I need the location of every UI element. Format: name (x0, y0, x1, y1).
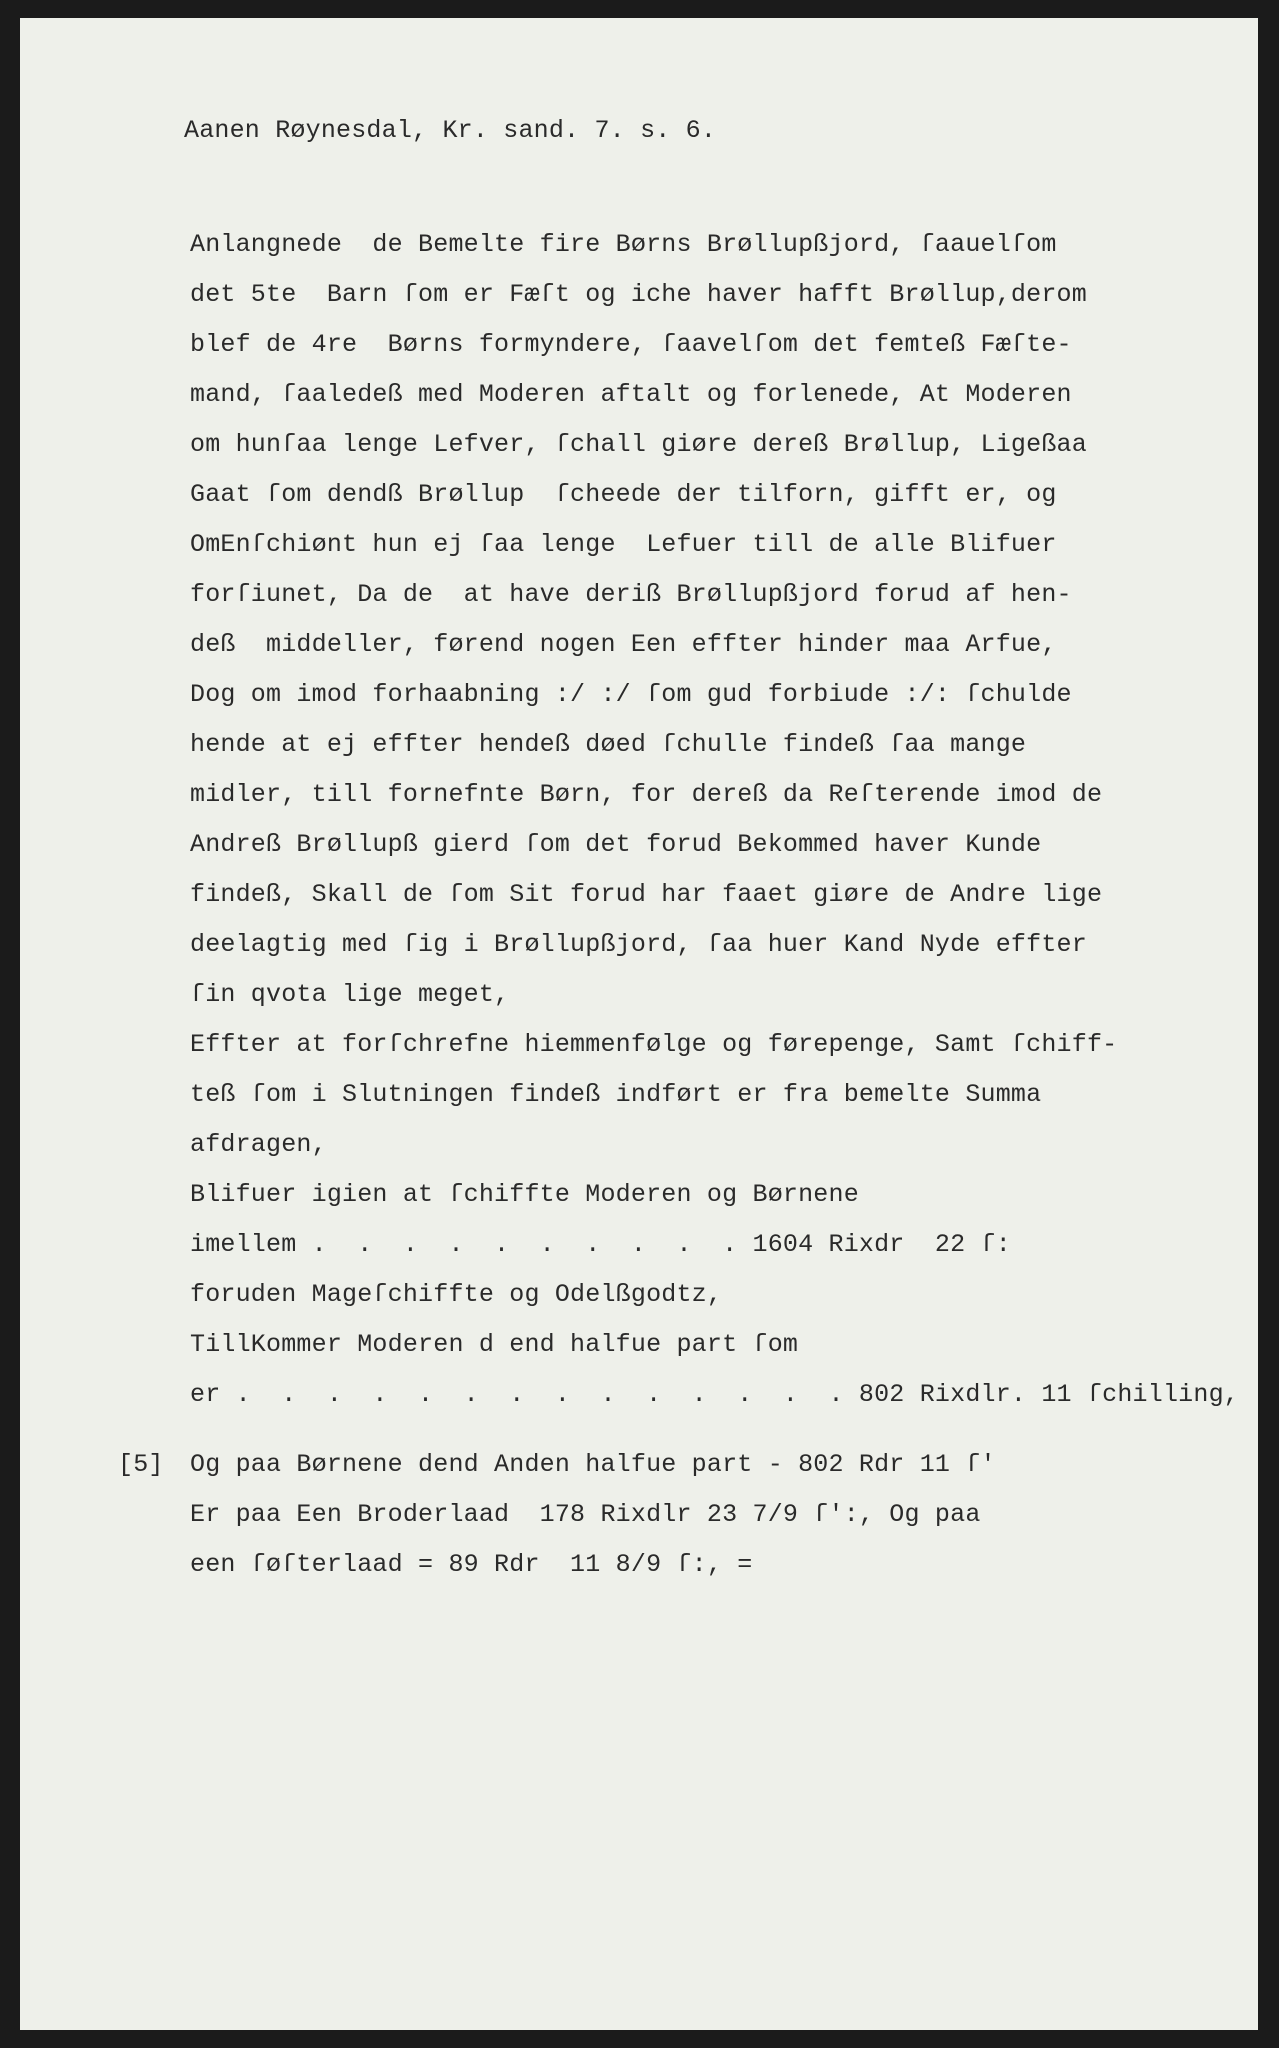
text-line: Dog om imod forhaabning :/ :/ ſom gud forbiude :/: ſchulde (190, 680, 1072, 709)
text-line: deß middeller, førend nogen Een effter hinder maa Arfue, (190, 630, 1057, 659)
text-line: hende at ej effter hendeß døed ſchulle findeß ſaa mange (190, 730, 1027, 759)
text-line: Blifuer igien at ſchiffte Moderen og Børnene (190, 1180, 859, 1209)
text-line: om hunſaa lenge Lefver, ſchall giøre dereß Brøllup, Ligeßaa (190, 430, 1087, 459)
text-line: foruden Mageſchiffte og Odelßgodtz, (190, 1280, 723, 1309)
text-line: det 5te Barn ſom er Fæſt og iche haver hafft Brøllup,derom (190, 280, 1087, 309)
text-line: Og paa Børnene dend Anden halfue part - 802 Rdr 11 ſ' (190, 1450, 996, 1479)
margin-note: [5] (118, 1450, 164, 1479)
text-line: blef de 4re Børns formyndere, ſaavelſom det femteß Fæſte- (190, 330, 1072, 359)
text-line: mand, ſaaledeß med Moderen aftalt og forlenede, At Moderen (190, 380, 1072, 409)
text-line: Andreß Brøllupß gierd ſom det forud Bekommed haver Kunde (190, 830, 1042, 859)
text-line: Effter at forſchrefne hiemmenfølge og førepenge, Samt ſchiff- (190, 1030, 1118, 1059)
text-line: ſin qvota lige meget, (190, 980, 510, 1009)
document-heading: Aanen Røynesdal, Kr. sand. 7. s. 6. (184, 116, 717, 145)
text-line: forſiunet, Da de at have deriß Brøllupßjord forud af hen- (190, 580, 1072, 609)
text-line: teß ſom i Slutningen findeß indført er fra bemelte Summa (190, 1080, 1042, 1109)
document-page (20, 18, 1258, 2030)
text-line: afdragen, (190, 1130, 327, 1159)
text-line: Anlangnede de Bemelte fire Børns Brøllupßjord, ſaauelſom (190, 230, 1057, 259)
text-line: imellem . . . . . . . . . . 1604 Rixdr 22 ſ: (190, 1230, 1011, 1259)
text-line: er . . . . . . . . . . . . . . 802 Rixdlr. 11 ſchilling, (190, 1380, 1239, 1409)
text-line: midler, till fornefnte Børn, for dereß da Reſterende imod de (190, 780, 1103, 809)
text-line: Gaat ſom dendß Brøllup ſcheede der tilforn, gifft er, og (190, 480, 1057, 509)
text-line: deelagtig med ſig i Brøllupßjord, ſaa huer Kand Nyde effter (190, 930, 1087, 959)
text-line: OmEnſchiønt hun ej ſaa lenge Lefuer till de alle Blifuer (190, 530, 1057, 559)
text-line: een ſøſterlaad = 89 Rdr 11 8/9 ſ:, = (190, 1550, 753, 1579)
text-line: TillKommer Moderen d end halfue part ſom (190, 1330, 799, 1359)
text-line: Er paa Een Broderlaad 178 Rixdlr 23 7/9 ſ':, Og paa (190, 1500, 981, 1529)
text-line: findeß, Skall de ſom Sit forud har faaet giøre de Andre lige (190, 880, 1103, 909)
